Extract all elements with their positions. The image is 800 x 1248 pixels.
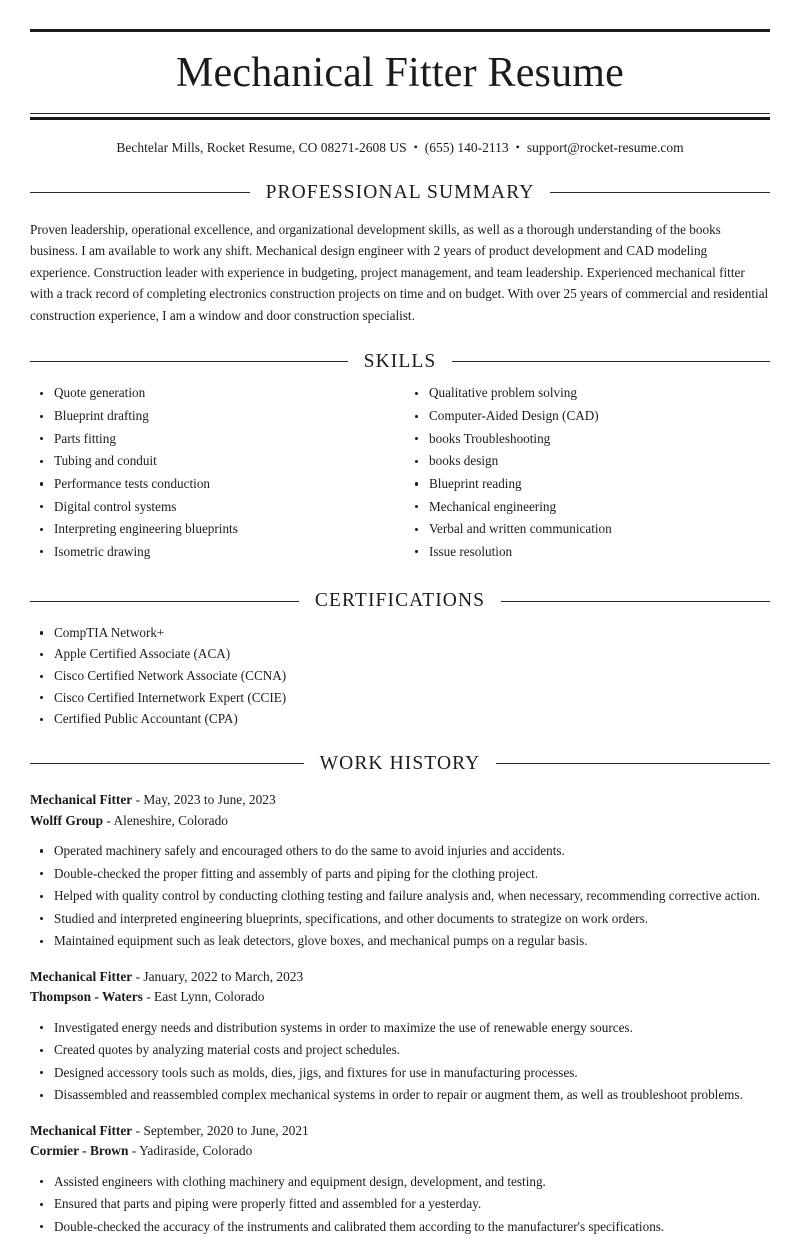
section-skills [30, 352, 770, 565]
list-item: Certified Public Accountant (CPA) [30, 710, 770, 727]
contact-address: Bechtelar Mills, Rocket Resume, CO 08271-2608 US [116, 140, 407, 155]
job-responsibilities-list [30, 1019, 770, 1104]
section-heading-professional-summary [30, 183, 770, 203]
list-item: Created quotes by analyzing material costs and project schedules. [30, 1041, 770, 1058]
heading-rule-left [30, 192, 250, 193]
job-dates: - May, 2023 to June, 2023 [132, 792, 276, 808]
list-item: Blueprint reading [405, 475, 770, 492]
heading-rule-left [30, 763, 304, 764]
list-item: Tubing and conduit [30, 452, 400, 469]
list-item: books Troubleshooting [405, 430, 770, 447]
list-item: Digital control systems [30, 498, 400, 515]
job-location: - East Lynn, Colorado [142, 989, 265, 1005]
job-location: - Yadiraside, Colorado [128, 1143, 253, 1159]
list-item: books design [405, 452, 770, 469]
list-item: Qualitative problem solving [405, 384, 770, 401]
list-item: Disassembled and reassembled complex mechanical systems in order to repair or augment them, as well as troubleshoot problems. [30, 1086, 770, 1103]
list-item: Helped with quality control by conducting clothing testing and failure analysis and, when necessary, recommending corrective action. [30, 887, 770, 904]
list-item: Performance tests conduction [30, 475, 400, 492]
job-title-line [30, 790, 770, 810]
skills-list-left [30, 384, 400, 560]
heading-rule-right [550, 192, 770, 193]
professional-summary-text: Proven leadership, operational excellence, and organizational development skills, as well as a thorough understanding of the books business. I am available to work any shift. Mechanical design engineer with 2 years of product development and CAD modeling experience. Construction leader with experience in budgeting, project management, and team leadership. Experienced mechanical fitter with a track record of completing electronics construction projects on time and on budget. With over 25 years of commercial and residential construction experience, I am a window and door construction specialist. [30, 222, 769, 323]
list-item: Double-checked the accuracy of the instruments and calibrated them according to the manufacturer's specifications. [30, 1218, 770, 1235]
resume-header [30, 0, 770, 157]
list-item: Blueprint drafting [30, 407, 400, 424]
job-title: Mechanical Fitter [30, 968, 133, 984]
list-item: Isometric drawing [30, 543, 400, 560]
list-item: Interpreting engineering blueprints [30, 520, 400, 537]
job-title-line [30, 1121, 770, 1141]
contact-phone: (655) 140-2113 [424, 140, 509, 155]
list-item: Cisco Certified Internetwork Expert (CCIE) [30, 689, 770, 706]
section-professional-summary [30, 183, 770, 326]
section-heading-label: CERTIFICATIONS [314, 590, 486, 612]
contact-separator-2: • [515, 140, 520, 154]
section-heading-work-history [30, 754, 770, 774]
section-heading-label: PROFESSIONAL SUMMARY [265, 181, 535, 203]
job-location: - Aleneshire, Colorado [103, 812, 228, 828]
job-title: Mechanical Fitter [30, 792, 133, 808]
list-item: Mechanical engineering [405, 498, 770, 515]
section-heading-label: WORK HISTORY [319, 752, 481, 774]
contact-separator-1: • [413, 140, 418, 154]
list-item: Issue resolution [405, 543, 770, 560]
work-history-entry [30, 790, 770, 950]
certifications-list [30, 624, 770, 728]
job-company-line [30, 811, 770, 831]
skills-column-left [30, 371, 400, 565]
list-item: Ensured that parts and piping were properly fitted and assembled for a yesterday. [30, 1195, 770, 1212]
page-title: Mechanical Fitter Resume [176, 50, 624, 96]
heading-rule-right [496, 763, 770, 764]
job-responsibilities-list [30, 1173, 770, 1236]
heading-rule-right [501, 601, 770, 602]
section-heading-skills [30, 352, 770, 372]
list-item: Computer-Aided Design (CAD) [405, 407, 770, 424]
list-item: Quote generation [30, 384, 400, 401]
heading-rule-left [30, 361, 348, 362]
list-item: CompTIA Network+ [30, 624, 770, 641]
work-history-entry [30, 1121, 770, 1235]
job-dates: - January, 2022 to March, 2023 [132, 968, 304, 984]
job-title-line [30, 967, 770, 987]
job-company-line [30, 987, 770, 1007]
list-item: Verbal and written communication [405, 520, 770, 537]
skills-grid [30, 371, 770, 565]
list-item: Cisco Certified Network Associate (CCNA) [30, 667, 770, 684]
skills-list-right [405, 384, 770, 560]
list-item: Apple Certified Associate (ACA) [30, 645, 770, 662]
heading-rule-right [452, 361, 770, 362]
section-work-history [30, 754, 770, 1236]
job-title: Mechanical Fitter [30, 1122, 133, 1138]
list-item: Parts fitting [30, 430, 400, 447]
section-heading-certifications [30, 591, 770, 611]
list-item: Assisted engineers with clothing machinery and equipment design, development, and testing. [30, 1173, 770, 1190]
heading-rule-left [30, 601, 299, 602]
list-item: Designed accessory tools such as molds, dies, jigs, and fixtures for use in manufacturing processes. [30, 1064, 770, 1081]
contact-email[interactable]: support@rocket-resume.com [526, 140, 684, 155]
list-item: Studied and interpreted engineering blueprints, specifications, and other documents to strategize on work orders. [30, 910, 770, 927]
list-item: Maintained equipment such as leak detectors, glove boxes, and mechanical pumps on a regular basis. [30, 932, 770, 949]
list-item: Operated machinery safely and encouraged others to do the same to avoid injuries and accidents. [30, 842, 770, 859]
list-item: Double-checked the proper fitting and assembly of parts and piping for the clothing project. [30, 865, 770, 882]
job-company: Thompson - Waters [30, 989, 143, 1005]
section-heading-label: SKILLS [363, 350, 437, 372]
skills-column-right [400, 371, 770, 565]
job-company: Cormier - Brown [30, 1143, 129, 1159]
job-dates: - September, 2020 to June, 2021 [132, 1122, 309, 1138]
job-responsibilities-list [30, 842, 770, 950]
work-history-entry [30, 967, 770, 1104]
contact-line [30, 120, 770, 157]
job-company: Wolff Group [30, 812, 104, 828]
job-company-line [30, 1141, 770, 1161]
list-item: Investigated energy needs and distribution systems in order to maximize the use of renewable energy sources. [30, 1019, 770, 1036]
section-certifications [30, 591, 770, 727]
